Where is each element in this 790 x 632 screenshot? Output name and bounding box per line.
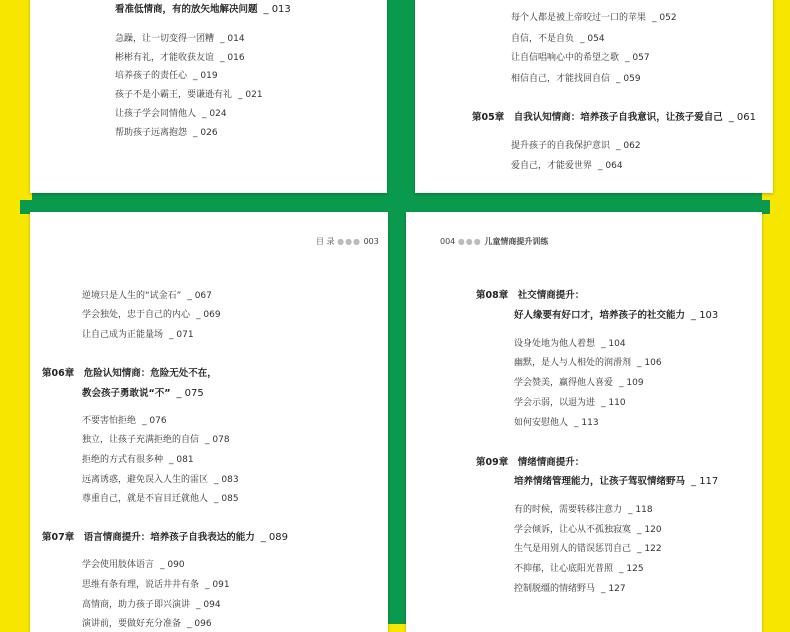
toc-entry: 控制脱缰的情绪野马 _ 127 xyxy=(514,584,626,594)
toc-entry: 让孩子学会同情他人 _ 024 xyxy=(115,109,227,119)
toc-entry: 学会独处，忠于自己的内心 _ 069 xyxy=(82,310,221,320)
toc-entry: 远离诱惑，避免误入人生的雷区 _ 083 xyxy=(82,475,239,485)
header-book-title: 儿童情商提升训练 xyxy=(484,237,549,246)
header-dots: ●●● xyxy=(457,237,482,246)
toc-entry: 急躁，让一切变得一团糟 _ 014 xyxy=(115,34,245,44)
toc-chapter-heading: 第06章 危险认知情商：危险无处不在， xyxy=(42,368,217,379)
header-page-number: 004 xyxy=(440,237,456,246)
toc-entry: 有的时候，需要转移注意力 _ 118 xyxy=(514,505,653,515)
toc-subtitle: 培养情绪管理能力，让孩子驾驭情绪野马 _ 117 xyxy=(514,476,719,487)
toc-entry: 培养孩子的责任心 _ 019 xyxy=(115,71,218,81)
toc-page-bottom-right xyxy=(406,212,762,632)
running-header xyxy=(440,236,548,247)
toc-entry: 学会倾诉，让心从不孤独寂寞 _ 120 xyxy=(514,525,662,535)
toc-entry: 彬彬有礼，才能收获友谊 _ 016 xyxy=(115,53,245,63)
header-page-number: 003 xyxy=(363,237,379,246)
toc-entry: 不抑郁，让心底阳光普照 _ 125 xyxy=(514,564,644,574)
toc-entry: 生气是用别人的错误惩罚自己 _ 122 xyxy=(514,544,662,554)
toc-page-top-right xyxy=(415,0,773,193)
toc-entry: 帮助孩子远离抱怨 _ 026 xyxy=(115,128,218,138)
toc-entry: 学会赞美，赢得他人喜爱 _ 109 xyxy=(514,378,644,388)
toc-page-top-left xyxy=(30,0,387,193)
toc-subtitle: 教会孩子勇敢说“不” _ 075 xyxy=(82,388,204,399)
toc-entry: 逆境只是人生的“试金石” _ 067 xyxy=(82,291,212,301)
toc-entry: 幽默，是人与人相处的润滑剂 _ 106 xyxy=(514,358,662,368)
toc-entry: 独立，让孩子充满拒绝的自信 _ 078 xyxy=(82,435,230,445)
toc-entry: 孩子不是小霸王，要谦逊有礼 _ 021 xyxy=(115,90,263,100)
toc-chapter-heading: 第09章 情绪情商提升： xyxy=(476,457,585,468)
header-label: 目 录 xyxy=(316,237,335,246)
toc-chapter-heading: 第05章 自我认知情商：培养孩子自我意识，让孩子爱自己 _ 061 xyxy=(472,112,756,123)
toc-entry: 尊重自己，就是不盲目迁就他人 _ 085 xyxy=(82,494,239,504)
toc-chapter-heading: 第07章 语言情商提升：培养孩子自我表达的能力 _ 089 xyxy=(42,532,288,543)
toc-entry: 演讲前，要做好充分准备 _ 096 xyxy=(82,619,212,629)
toc-entry: 学会示弱，以退为进 _ 110 xyxy=(514,398,626,408)
toc-entry: 高情商，助力孩子即兴演讲 _ 094 xyxy=(82,600,221,610)
toc-chapter-heading: 第08章 社交情商提升： xyxy=(476,290,585,301)
header-dots: ●●● xyxy=(337,237,362,246)
toc-entry: 如何安慰他人 _ 113 xyxy=(514,418,599,428)
toc-entry: 自信，不是自负 _ 054 xyxy=(511,34,605,44)
toc-entry: 拒绝的方式有很多种 _ 081 xyxy=(82,455,194,465)
toc-entry: 让自信唱响心中的希望之歌 _ 057 xyxy=(511,53,650,63)
toc-entry: 让自己成为正能量场 _ 071 xyxy=(82,330,194,340)
toc-entry: 学会使用肢体语言 _ 090 xyxy=(82,560,185,570)
toc-entry: 相信自己，才能找回自信 _ 059 xyxy=(511,74,641,84)
toc-entry: 提升孩子的自我保护意识 _ 062 xyxy=(511,141,641,151)
toc-entry: 每个人都是被上帝咬过一口的苹果 _ 052 xyxy=(511,13,677,23)
running-header xyxy=(316,236,379,247)
toc-subtitle: 看准低情商，有的放矢地解决问题 _ 013 xyxy=(115,4,291,15)
toc-entry: 不要害怕拒绝 _ 076 xyxy=(82,416,167,426)
toc-page-bottom-left xyxy=(30,212,388,632)
toc-entry: 设身处地为他人着想 _ 104 xyxy=(514,339,626,349)
toc-entry: 爱自己，才能爱世界 _ 064 xyxy=(511,161,623,171)
toc-entry: 思维有条有理，说话井井有条 _ 091 xyxy=(82,580,230,590)
toc-subtitle: 好人缘要有好口才，培养孩子的社交能力 _ 103 xyxy=(514,310,719,321)
